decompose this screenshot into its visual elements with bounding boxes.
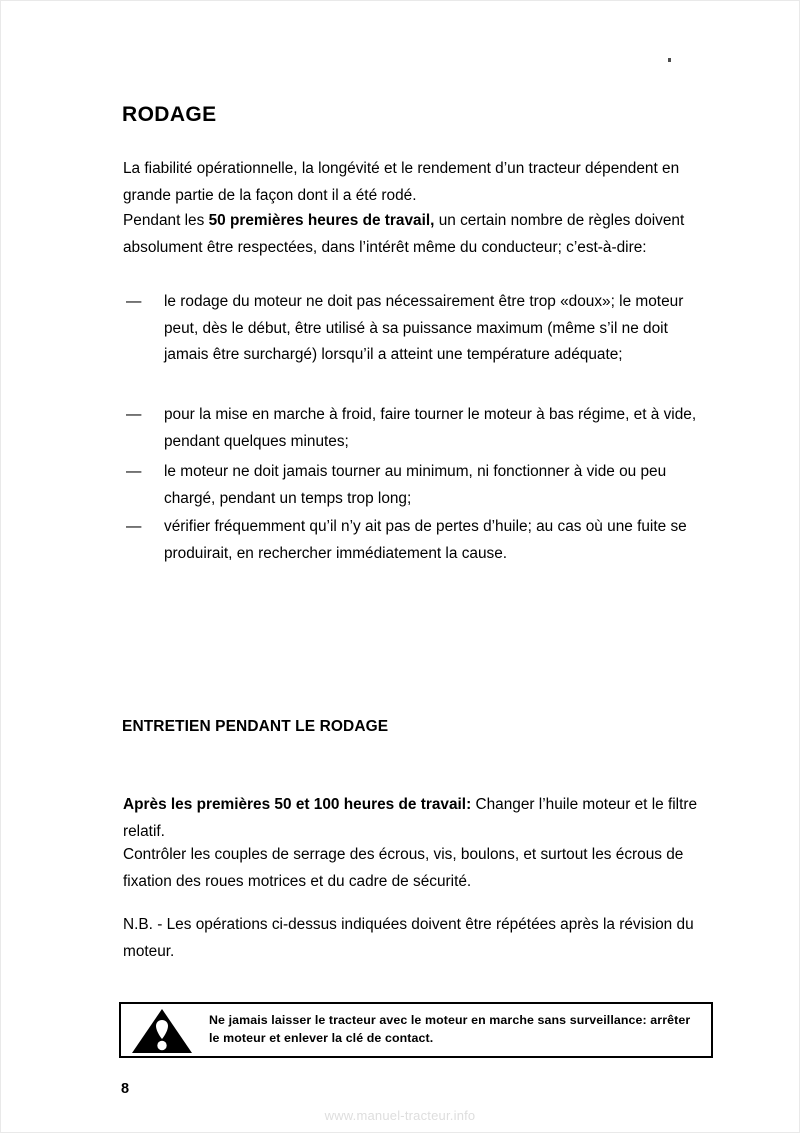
entretien-paragraph-1-emphasis: Après les premières 50 et 100 heures de travail: [123,796,472,813]
section-heading-entretien: ENTRETIEN PENDANT LE RODAGE [122,718,389,735]
list-item [123,459,711,512]
entretien-paragraph-2: Contrôler les couples de serrage des écrous, vis, boulons, et surtout les écrous de fixation des roues motrices et du cadre de sécurité. [123,846,684,890]
warning-triangle-icon [131,1008,193,1054]
warning-text: Ne jamais laisser le tracteur avec le moteur en marche sans surveillance: arrêter le moteur et enlever la clé de contact. [209,1013,691,1045]
list-item-text: le moteur ne doit jamais tourner au minimum, ni fonctionner à vide ou peu chargé, pendant un temps trop long; [164,463,667,507]
list-item [123,289,711,369]
bullet-dash-icon: — [126,463,142,480]
entretien-note: N.B. - Les opérations ci-dessus indiquées doivent être répétées après la révision du moteur. [123,916,694,960]
list-item-text: le rodage du moteur ne doit pas nécessairement être trop «doux»; le moteur peut, dès le début, être utilisé à sa puissance maximum (même s’il ne doit jamais être surchargé) lorsqu’il a atteint une température adéquate; [164,293,684,363]
rodage-paragraph-1: La fiabilité opérationnelle, la longévité et le rendement d’un tracteur dépendent en grande partie de la façon dont il a été rodé. [123,160,680,204]
warning-box [119,1002,713,1058]
rodage-paragraph-2-pre: Pendant les [123,212,209,229]
rodage-paragraph-2 [123,208,709,261]
section-heading-rodage: RODAGE [122,103,217,126]
rodage-paragraph-2-emphasis: 50 premières heures de travail, [208,212,435,229]
entretien-paragraph-1 [123,792,709,845]
bullet-dash-icon: — [126,406,142,423]
list-item [123,514,711,567]
watermark: www.manuel-tracteur.info [324,1108,476,1123]
bullet-dash-icon: — [126,293,142,310]
bullet-dash-icon: — [126,518,142,535]
entretien-paragraph-1-post: Changer l’huile moteur et le filtre relatif. [123,796,698,840]
page-number: 8 [121,1081,130,1097]
scan-artifact-speck [668,58,671,62]
rodage-paragraph-2-post: un certain nombre de règles doivent absolument être respectées, dans l’intérêt même du conducteur; c’est-à-dire: [123,212,685,256]
list-item-text: pour la mise en marche à froid, faire tourner le moteur à bas régime, et à vide, pendant quelques minutes; [164,406,697,450]
list-item-text: vérifier fréquemment qu’il n’y ait pas de pertes d’huile; au cas où une fuite se produirait, en rechercher immédiatement la cause. [164,518,687,562]
list-item [123,402,711,455]
